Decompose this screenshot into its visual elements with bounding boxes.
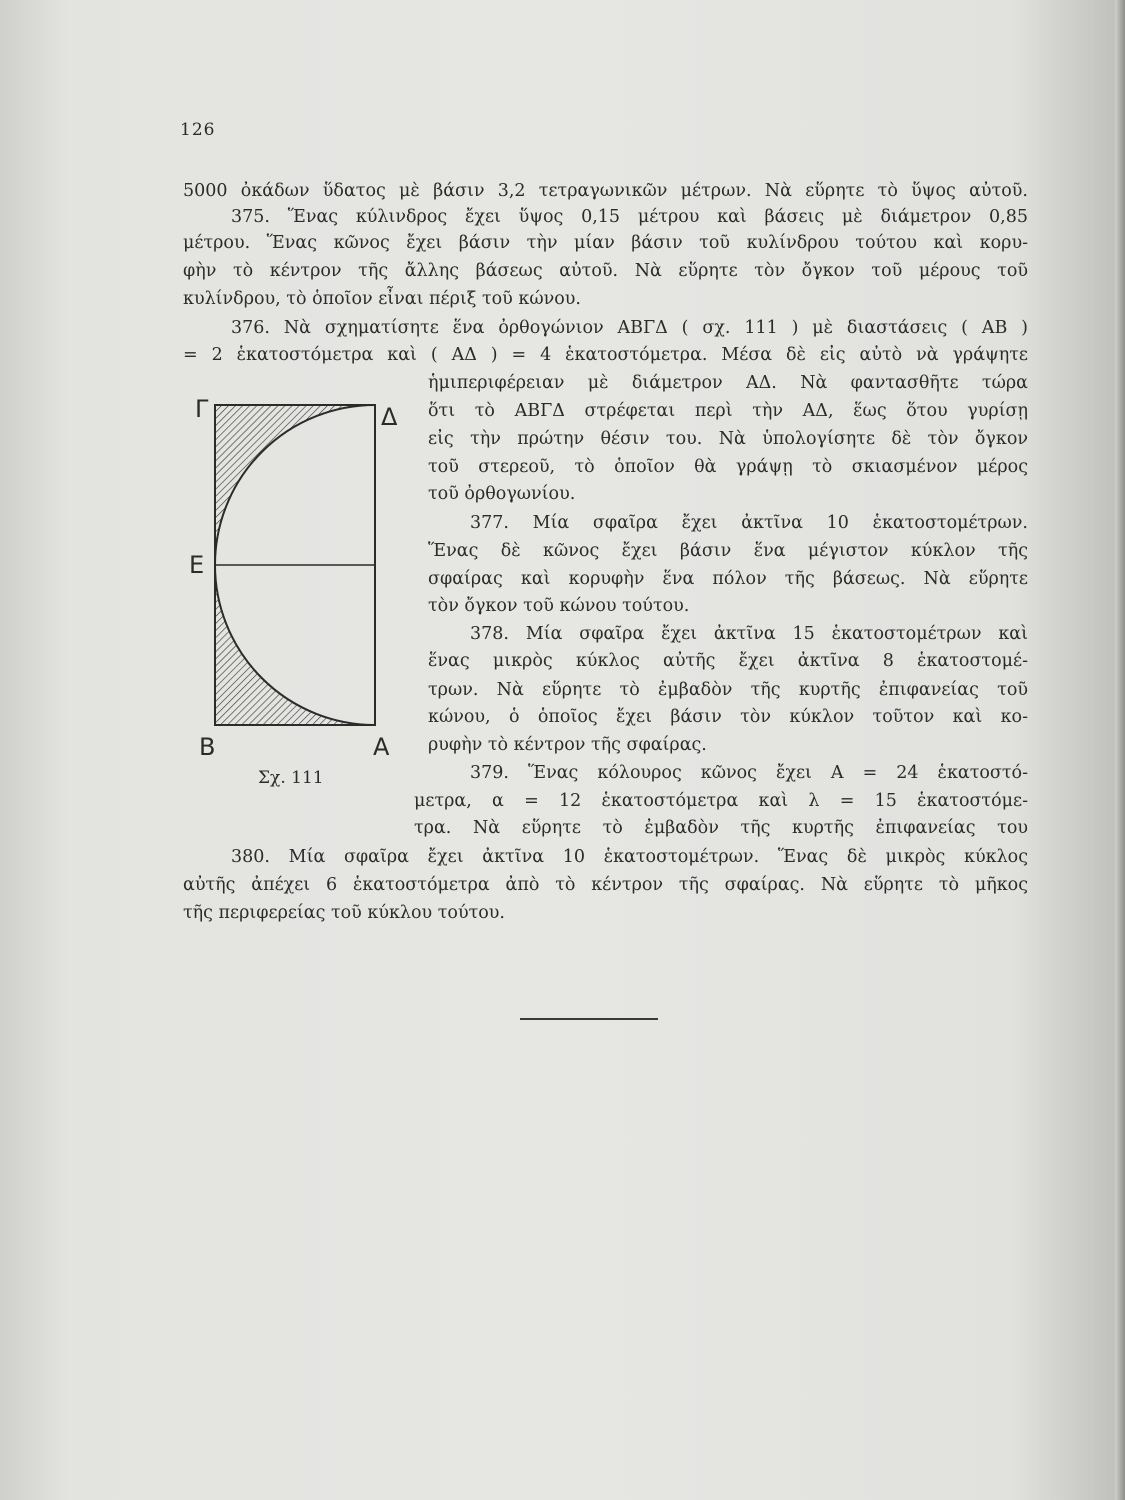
- text-line: αὐτῆς ἀπέχει 6 ἑκατοστόμετρα ἀπὸ τὸ κέντρον τῆς σφαίρας. Νὰ εὕρητε τὸ μῆκος: [183, 875, 1028, 895]
- text-line: 5000 ὀκάδων ὕδατος μὲ βάσιν 3,2 τετραγωνικῶν μέτρων. Νὰ εὕρητε τὸ ὕψος αὐτοῦ.: [183, 181, 1028, 201]
- text-line: τοῦ στερεοῦ, τὸ ὁποῖον θὰ γράψῃ τὸ σκιασμένον μέρος: [428, 457, 1028, 477]
- page-number: 126: [180, 120, 216, 140]
- text-line: ἡμιπεριφέρειαν μὲ διάμετρον ΑΔ. Νὰ φαντασθῆτε τώρα: [428, 373, 1028, 393]
- text-line: τρα. Νὰ εὕρητε τὸ ἐμβαδὸν τῆς κυρτῆς ἐπιφανείας του: [414, 818, 1028, 838]
- text-line: 375. Ἕνας κύλινδρος ἔχει ὕψος 0,15 μέτρου καὶ βάσεις μὲ διάμετρον 0,85: [231, 207, 1028, 227]
- text-line: τῆς περιφερείας τοῦ κύκλου τούτου.: [183, 903, 505, 923]
- text-line: τοῦ ὀρθογωνίου.: [428, 484, 576, 504]
- text-line: τὸν ὄγκον τοῦ κώνου τούτου.: [428, 596, 690, 616]
- shaded-region-top: [215, 405, 375, 565]
- text-line: 376. Νὰ σχηματίσητε ἕνα ὀρθογώνιον ΑΒΓΔ ( σχ. 111 ) μὲ διαστάσεις ( ΑΒ ): [231, 318, 1028, 338]
- text-line: ρυφὴν τὸ κέντρον τῆς σφαίρας.: [428, 735, 707, 755]
- text-line: 380. Μία σφαῖρα ἔχει ἀκτῖνα 10 ἑκατοστομέτρων. Ἕνας δὲ μικρὸς κύκλος: [231, 847, 1028, 867]
- text-line: σφαίρας καὶ κορυφὴν ἕνα πόλον τῆς βάσεως. Νὰ εὕρητε: [428, 569, 1028, 589]
- page-edge-shadow: [1115, 0, 1125, 1500]
- text-line: τρων. Νὰ εὕρητε τὸ ἐμβαδὸν τῆς κυρτῆς ἐπιφανείας τοῦ: [428, 680, 1028, 700]
- text-line: εἰς τὴν πρώτην θέσιν του. Νὰ ὑπολογίσητε δὲ τὸν ὄγκον: [428, 429, 1028, 449]
- text-line: = 2 ἑκατοστόμετρα καὶ ( ΑΔ ) = 4 ἑκατοστόμετρα. Μέσα δὲ εἰς αὐτὸ νὰ γράψητε: [183, 345, 1028, 365]
- text-line: 377. Μία σφαῖρα ἔχει ἀκτῖνα 10 ἑκατοστομέτρων.: [470, 513, 1028, 533]
- shaded-region-bottom: [215, 565, 375, 725]
- text-line: φὴν τὸ κέντρον τῆς ἄλλης βάσεως αὐτοῦ. Νὰ εὕρητε τὸν ὄγκον τοῦ μέρους τοῦ: [183, 261, 1028, 281]
- text-line: 378. Μία σφαῖρα ἔχει ἀκτῖνα 15 ἑκατοστομέτρων καὶ: [470, 624, 1028, 644]
- text-line: κυλίνδρου, τὸ ὁποῖον εἶναι πέριξ τοῦ κώνου.: [183, 289, 581, 309]
- label-gamma: Γ: [195, 395, 209, 423]
- text-line: μετρα, α = 12 ἑκατοστόμετρα καὶ λ = 15 ἑκατοστόμε-: [414, 791, 1028, 811]
- text-line: ἕνας μικρὸς κύκλος αὐτῆς ἔχει ἀκτῖνα 8 ἑκατοστομέ-: [428, 651, 1028, 671]
- text-line: 379. Ἕνας κόλουρος κῶνος ἔχει Α = 24 ἑκατοστό-: [470, 763, 1028, 783]
- figure-caption: Σχ. 111: [258, 768, 324, 788]
- label-epsilon: Ε: [189, 551, 205, 579]
- text-line: κώνου, ὁ ὁποῖος ἔχει βάσιν τὸν κύκλον τοῦτον καὶ κο-: [428, 707, 1028, 727]
- text-line: μέτρου. Ἕνας κῶνος ἔχει βάσιν τὴν μίαν βάσιν τοῦ κυλίνδρου τούτου καὶ κορυ-: [183, 233, 1028, 253]
- text-line: ὅτι τὸ ΑΒΓΔ στρέφεται περὶ τὴν ΑΔ, ἕως ὅτου γυρίσῃ: [428, 401, 1028, 421]
- text-line: Ἕνας δὲ κῶνος ἔχει βάσιν ἕνα μέγιστον κύκλον τῆς: [428, 541, 1028, 561]
- label-alpha: Α: [373, 733, 390, 761]
- label-beta: Β: [199, 733, 216, 761]
- figure-111: [185, 385, 415, 805]
- section-divider: [520, 1018, 658, 1020]
- label-delta: Δ: [381, 403, 398, 431]
